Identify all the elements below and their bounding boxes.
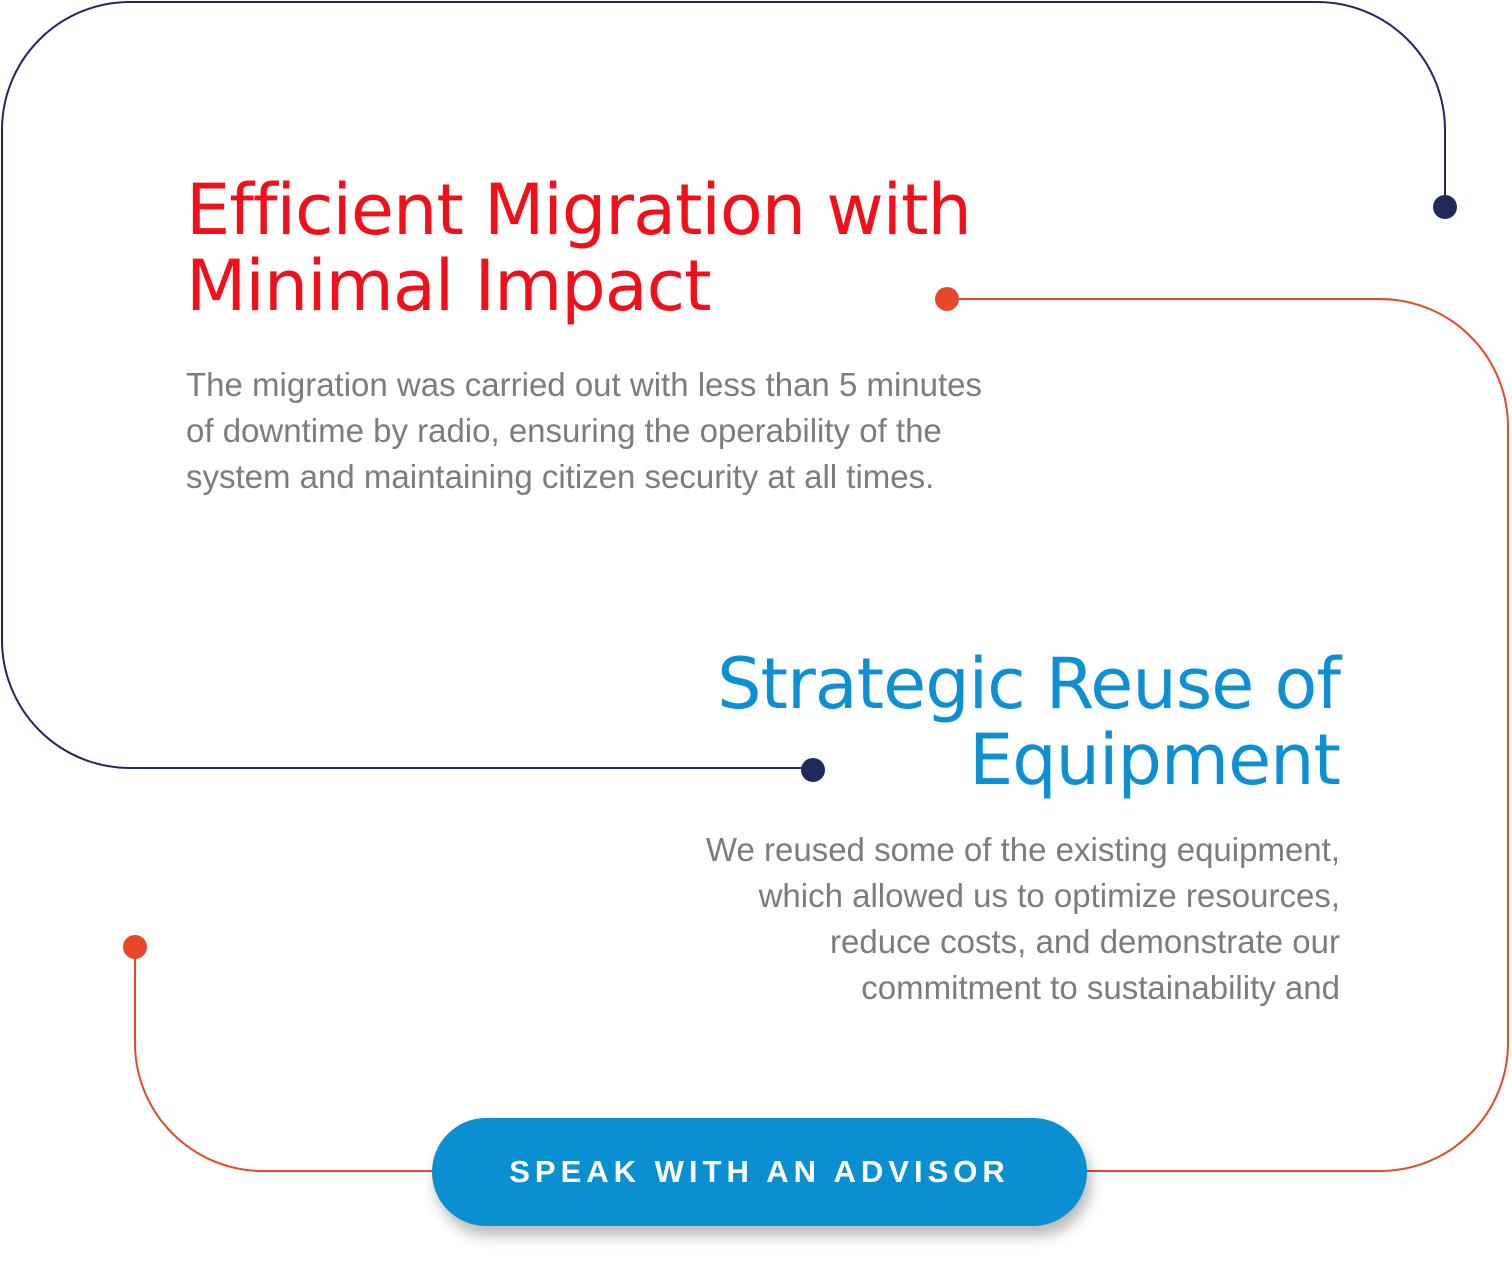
section-body-strategic-reuse [706, 827, 1340, 1011]
body-line: which allowed us to optimize resources, [758, 877, 1340, 914]
section-title-strategic-reuse [717, 643, 1340, 801]
body-line: We reused some of the existing equipment, [705, 831, 1340, 868]
section-title-efficient-migration [186, 169, 971, 327]
title-line: Efficient Migration with [186, 169, 971, 251]
body-line: system and maintaining citizen security at all times. [186, 458, 935, 495]
body-line: commitment to sustainability and [861, 969, 1340, 1006]
orange-dot-lower-left [123, 935, 147, 959]
navy-dot-top-right [1433, 195, 1457, 219]
body-line: of downtime by radio, ensuring the operability of the [186, 412, 942, 449]
speak-with-advisor-button[interactable]: SPEAK WITH AN ADVISOR [432, 1118, 1087, 1226]
section-body-efficient-migration [186, 362, 982, 500]
body-line: The migration was carried out with less than 5 minutes [186, 366, 983, 403]
title-line: Strategic Reuse of [717, 643, 1340, 725]
title-line: Equipment [969, 719, 1340, 801]
title-line: Minimal Impact [186, 245, 711, 327]
body-line: reduce costs, and demonstrate our [830, 923, 1340, 960]
